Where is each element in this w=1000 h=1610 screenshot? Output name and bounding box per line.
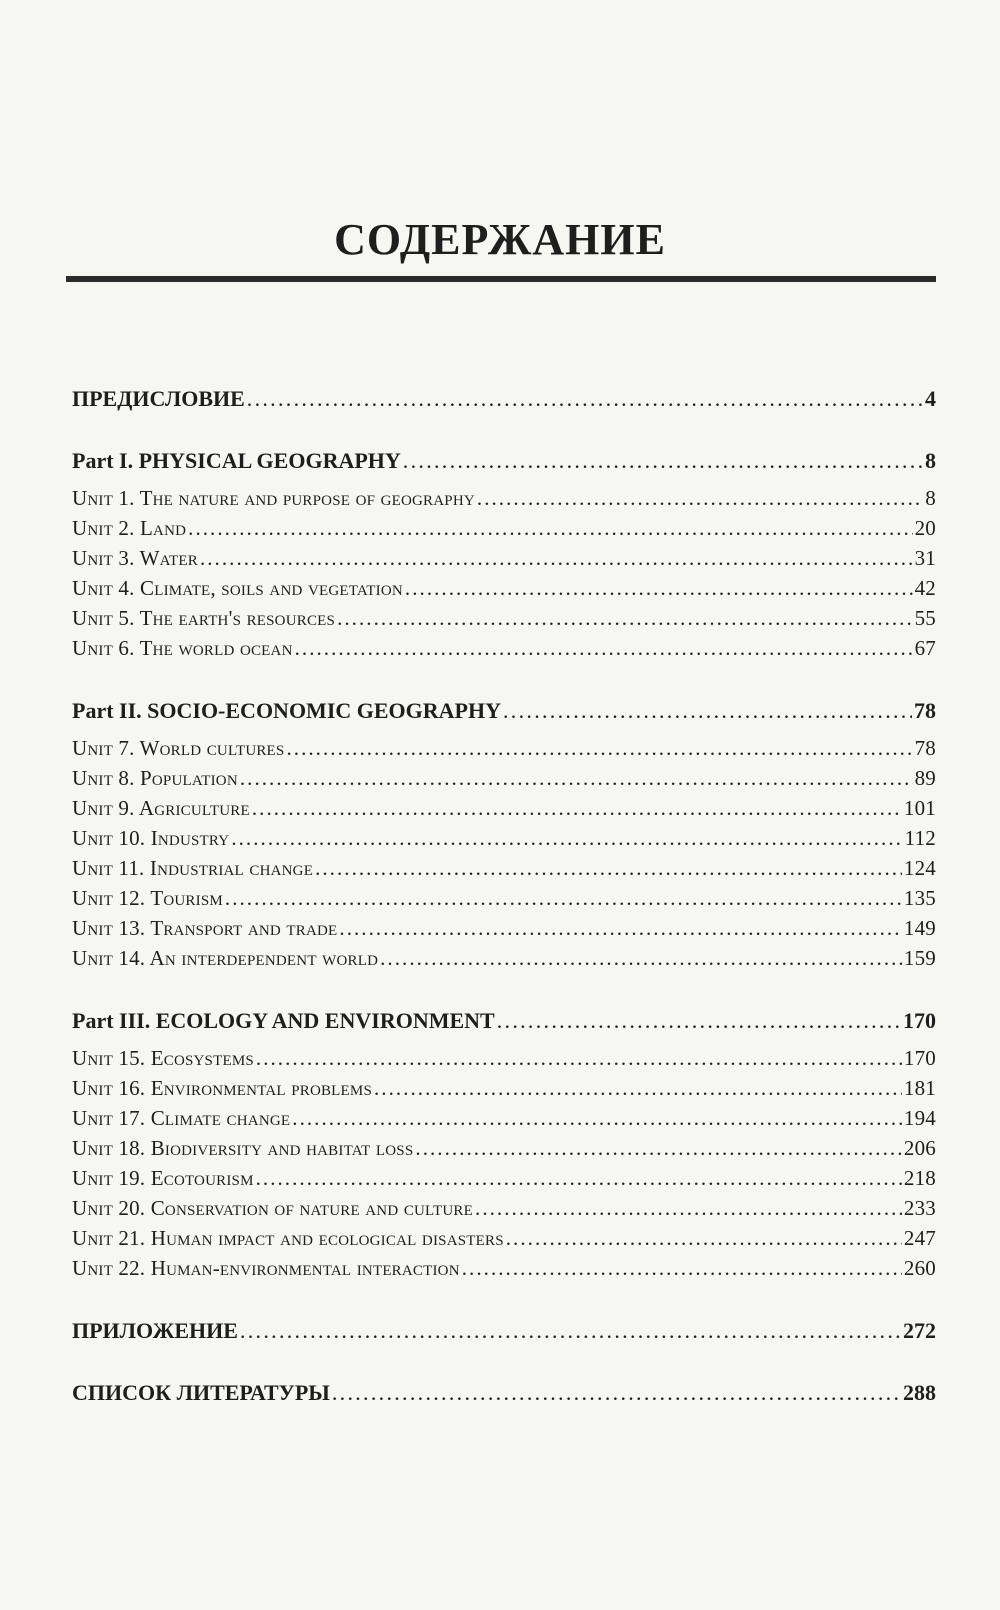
dot-leader [506,1223,902,1253]
dot-leader [475,1193,902,1223]
toc-unit-page: 206 [903,1136,936,1160]
toc-unit-page: 20 [914,516,936,540]
dot-leader [247,385,923,413]
toc-unit-page: 67 [914,636,936,660]
toc-unit-8[interactable] [72,763,936,793]
toc-unit-5[interactable] [72,603,936,633]
dot-leader [240,1317,901,1345]
toc-unit-20[interactable] [72,1193,936,1223]
dot-leader [380,943,902,973]
toc-unit-label: Unit 6. The world ocean [72,636,293,660]
dot-leader [225,883,902,913]
toc-unit-label: Unit 3. Water [72,546,198,570]
toc-entry-label: ПРИЛОЖЕНИЕ [72,1318,238,1343]
dot-leader [200,543,913,573]
toc-unit-label: Unit 13. Transport and trade [72,916,338,940]
toc-unit-label: Unit 18. Biodiversity and habitat loss [72,1136,414,1160]
dot-leader [315,853,902,883]
toc-unit-page: 55 [914,606,936,630]
toc-part-label: Part II. SOCIO-ECONOMIC GEOGRAPHY [72,698,501,723]
toc-unit-label: Unit 14. An interdependent world [72,946,379,970]
toc-part-label: Part III. ECOLOGY AND ENVIRONMENT [72,1008,495,1033]
toc-entry-page: 272 [903,1318,936,1343]
toc-unit-label: Unit 2. Land [72,516,187,540]
dot-leader [295,633,913,663]
toc-unit-label: Unit 12. Tourism [72,886,223,910]
dot-leader [256,1163,902,1193]
toc-unit-label: Unit 7. World cultures [72,736,285,760]
toc-entry-appendix[interactable] [72,1317,936,1345]
toc-unit-label: Unit 17. Climate change [72,1106,291,1130]
title-rule [66,276,936,282]
toc-unit-16[interactable] [72,1073,936,1103]
dot-leader [415,1133,902,1163]
toc-entry-bibliography[interactable] [72,1379,936,1407]
dot-leader [240,763,913,793]
toc-unit-10[interactable] [72,823,936,853]
toc-part-page: 170 [903,1008,936,1033]
toc-unit-label: Unit 15. Ecosystems [72,1046,254,1070]
toc-unit-label: Unit 9. Agriculture [72,796,250,820]
toc-unit-label: Unit 4. Climate, soils and vegetation [72,576,403,600]
toc-unit-label: Unit 1. The nature and purpose of geography [72,486,475,510]
toc-unit-17[interactable] [72,1103,936,1133]
toc-unit-label: Unit 10. Industry [72,826,230,850]
dot-leader [292,1103,902,1133]
dot-leader [256,1043,902,1073]
dot-leader [374,1073,902,1103]
toc-unit-label: Unit 20. Conservation of nature and culture [72,1196,474,1220]
toc-part-1[interactable] [72,447,936,475]
dot-leader [477,483,923,513]
toc-unit-page: 124 [903,856,936,880]
page-title: СОДЕРЖАНИЕ [334,215,666,264]
dot-leader [337,603,913,633]
toc-unit-label: Unit 11. Industrial change [72,856,314,880]
dot-leader [339,913,901,943]
toc-unit-2[interactable] [72,513,936,543]
toc-unit-6[interactable] [72,633,936,663]
toc-unit-label: Unit 21. Human impact and ecological disasters [72,1226,504,1250]
toc-unit-page: 233 [903,1196,936,1220]
toc-unit-page: 31 [914,546,936,570]
dot-leader [503,697,912,725]
dot-leader [231,823,902,853]
toc-unit-page: 170 [903,1046,936,1070]
dot-leader [332,1379,901,1407]
toc-unit-page: 112 [904,826,936,850]
toc-unit-page: 135 [903,886,936,910]
dot-leader [188,513,912,543]
toc-unit-page: 8 [925,486,936,510]
toc-unit-13[interactable] [72,913,936,943]
toc-unit-page: 218 [903,1166,936,1190]
toc-unit-page: 194 [903,1106,936,1130]
dot-leader [286,733,912,763]
toc-unit-7[interactable] [72,733,936,763]
dot-leader [405,573,913,603]
toc-unit-page: 181 [903,1076,936,1100]
toc-unit-15[interactable] [72,1043,936,1073]
toc-entry-preface[interactable] [72,385,936,413]
dot-leader [462,1253,902,1283]
toc-unit-page: 78 [914,736,936,760]
toc-unit-label: Unit 5. The earth's resources [72,606,336,630]
toc-unit-page: 89 [914,766,936,790]
toc-unit-4[interactable] [72,573,936,603]
toc-unit-1[interactable] [72,483,936,513]
dot-leader [403,447,923,475]
toc-part-3[interactable] [72,1007,936,1035]
toc-unit-19[interactable] [72,1163,936,1193]
toc-unit-14[interactable] [72,943,936,973]
toc-unit-3[interactable] [72,543,936,573]
toc-unit-12[interactable] [72,883,936,913]
toc-entry-label: ПРЕДИСЛОВИЕ [72,386,245,411]
toc-unit-page: 159 [903,946,936,970]
toc-unit-page: 260 [903,1256,936,1280]
toc-unit-18[interactable] [72,1133,936,1163]
toc-unit-label: Unit 19. Ecotourism [72,1166,254,1190]
toc-unit-11[interactable] [72,853,936,883]
dot-leader [497,1007,901,1035]
toc-unit-label: Unit 22. Human-environmental interaction [72,1256,460,1280]
toc-unit-page: 101 [903,796,936,820]
toc-unit-21[interactable] [72,1223,936,1253]
table-of-contents [72,385,936,1407]
toc-unit-label: Unit 8. Population [72,766,238,790]
toc-unit-label: Unit 16. Environmental problems [72,1076,372,1100]
toc-unit-9[interactable] [72,793,936,823]
toc-part-page: 78 [914,698,936,723]
toc-part-page: 8 [925,448,936,473]
toc-unit-page: 247 [903,1226,936,1250]
toc-unit-22[interactable] [72,1253,936,1283]
toc-entry-page: 288 [903,1380,936,1405]
toc-unit-page: 149 [903,916,936,940]
toc-entry-page: 4 [925,386,936,411]
toc-unit-page: 42 [914,576,936,600]
toc-part-label: Part I. PHYSICAL GEOGRAPHY [72,448,401,473]
toc-part-2[interactable] [72,697,936,725]
dot-leader [252,793,902,823]
toc-entry-label: СПИСОК ЛИТЕРАТУРЫ [72,1380,330,1405]
